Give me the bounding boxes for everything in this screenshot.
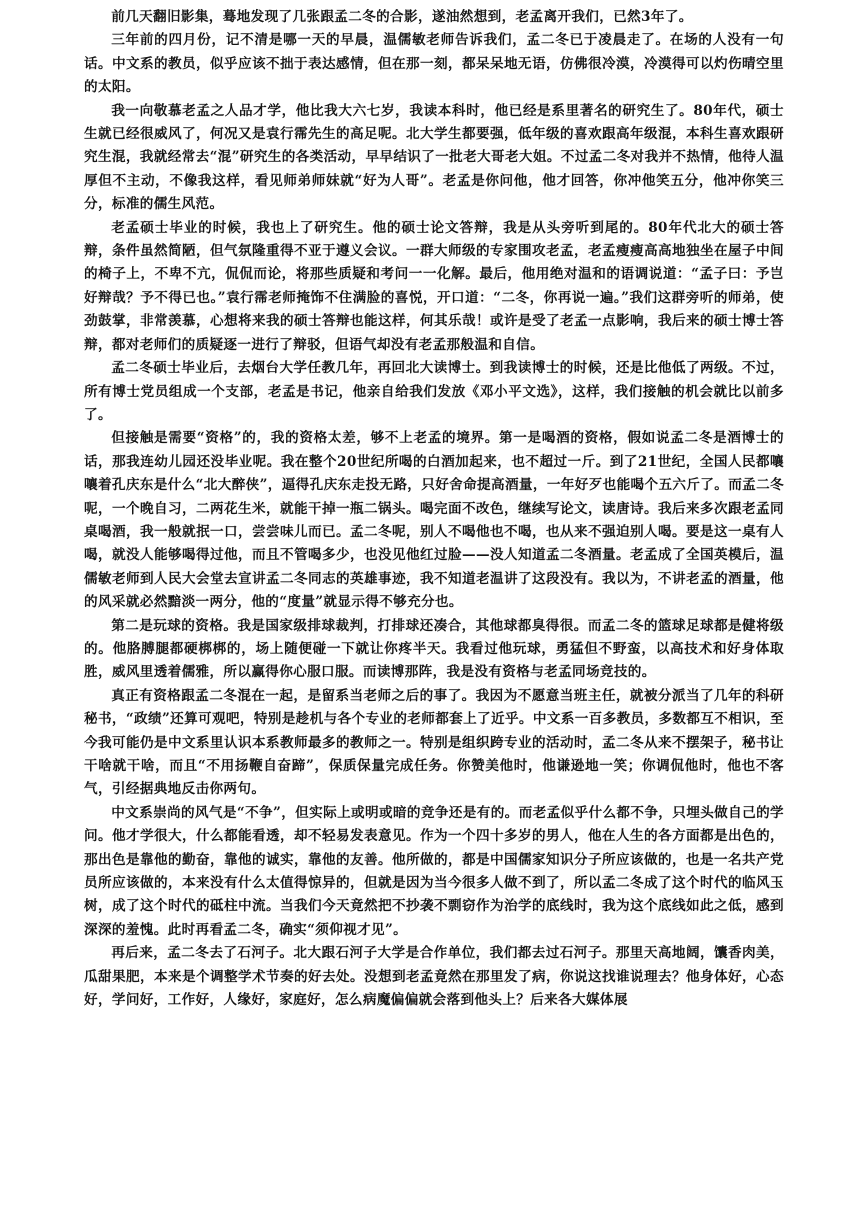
paragraph-3: 我一向敬慕老孟之人品才学，他比我大六七岁，我读本科时，他已经是系里著名的研究生了。80年代，硕士生就已经很威风了，何况又是袁行霈先生的高足呢。北大学生都要强，低年级的喜欢跟高年级混，本科生喜欢跟研究生混，我就经常去“混”研究生的各类活动，早早结识了一批老大哥老大姐。不过孟二冬对我并不热情，他待人温厚但不主动，不像我这样，看见师弟师妹就“好为人哥”。老孟是你问他，他才回答，你冲他笑五分，他冲你笑三分，标准的儒生风范。 bbox=[84, 102, 784, 213]
paragraph-6: 但接触是需要“资格”的，我的资格太差，够不上老孟的境界。第一是喝酒的资格，假如说孟二冬是酒博士的话，那我连幼儿园还没毕业呢。我在整个20世纪所喝的白酒加起来，也不超过一斤。到了21世纪，全国人民都嚷嚷着孔庆东是什么“北大醉侠”，逼得孔庆东走投无路，只好舍命提高酒量，一年好歹也能喝个五六斤了。而孟二冬呢，一个晚自习，二两花生米，就能干掉一瓶二锅头。喝完面不改色，继续写论文，读唐诗。我后来多次跟老孟同桌喝酒，我一般就抿一口，尝尝味儿而已。孟二冬呢，别人不喝他也不喝，也从来不强迫别人喝。要是这一桌有人喝，就没人能够喝得过他，而且不管喝多少，也没见他红过脸——没人知道孟二冬酒量。老孟成了全国英模后，温儒敏老师到人民大会堂去宣讲孟二冬同志的英雄事迹，我不知道老温讲了这段没有。我以为，不讲老孟的酒量，他的风采就必然黯淡一两分，他的“度量”就显示得不够充分也。 bbox=[84, 430, 784, 611]
paragraph-2: 三年前的四月份，记不清是哪一天的早晨，温儒敏老师告诉我们，孟二冬已于凌晨走了。在场的人没有一句话。中文系的教员，似乎应该不拙于表达感情，但在那一刻，都呆呆地无语，仿佛很冷漠，冷漠得可以灼伤晴空里的太阳。 bbox=[84, 32, 784, 96]
paragraph-1: 前几天翻旧影集，蓦地发现了几张跟孟二冬的合影，遂油然想到，老孟离开我们，已然3年了。 bbox=[111, 9, 693, 25]
paragraph-4: 老孟硕士毕业的时候，我也上了研究生。他的硕士论文答辩，我是从头旁听到尾的。80年代北大的硕士答辩，条件虽然简陋，但气氛隆重得不亚于遵义会议。一群大师级的专家围攻老孟，老孟瘦瘦高高地独坐在屋子中间的椅子上，不卑不亢，侃侃而论，将那些质疑和考问一一化解。最后，他用绝对温和的语调说道：“孟子曰：予岂好辩哉？予不得已也。”袁行霈老师掩饰不住满脸的喜悦，开口道：“二冬，你再说一遍。”我们这群旁听的师弟，使劲鼓掌，非常羡慕，心想将来我的硕士答辩也能这样，何其乐哉！或许是受了老孟一点影响，我后来的硕士博士答辩，都对老师们的质疑逐一进行了辩驳，但语气却没有老孟那般温和自信。 bbox=[84, 219, 784, 353]
paragraph-5: 孟二冬硕士毕业后，去烟台大学任教几年，再回北大读博士。到我读博士的时候，还是比他低了两级。不过，所有博士党员组成一个支部，老孟是书记，他亲自给我们发放《邓小平文选》，这样，我们接触的机会就比以前多了。 bbox=[84, 360, 784, 423]
paragraph-9: 中文系崇尚的风气是“不争”，但实际上或明或暗的竞争还是有的。而老孟似乎什么都不争，只埋头做自己的学问。他才学很大，什么都能看透，却不轻易发表意见。作为一个四十多岁的男人，他在人生的各方面都是出色的，那出色是靠他的勤奋，靠他的诚实，靠他的友善。他所做的，都是中国儒家知识分子所应该做的，也是一名共产党员所应该做的，本来没有什么太值得惊异的，但就是因为当今很多人做不到了，所以孟二冬成了这个时代的临风玉树，成了这个时代的砥柱中流。当我们今天竟然把不抄袭不剽窃作为治学的底线时，我为这个底线如此之低，感到深深的羞愧。此时再看孟二冬，确实“须仰视才见”。 bbox=[84, 804, 784, 938]
paragraph-10: 再后来，孟二冬去了石河子。北大跟石河子大学是合作单位，我们都去过石河子。那里天高地阔，馕香肉美，瓜甜果肥，本来是个调整学术节奏的好去处。没想到老孟竟然在那里发了病，你说这找谁说理去？他身体好，心态好，学问好，工作好，人缘好，家庭好，怎么病魔偏偏就会落到他头上？后来各大媒体展 bbox=[84, 945, 784, 1009]
paragraph-8: 真正有资格跟孟二冬混在一起，是留系当老师之后的事了。我因为不愿意当班主任，就被分派当了几年的科研秘书，“政绩”还算可观吧，特别是趁机与各个专业的老师都套上了近乎。中文系一百多教员，多数都互不相识，至今我可能仍是中文系里认识本系教师最多的教师之一。特别是组织跨专业的活动时，孟二冬从来不摆架子，秘书让干啥就干啥，而且“不用扬鞭自奋蹄”，保质保量完成任务。你赞美他时，他谦逊地一笑；你调侃他时，他也不客气，引经据典地反击你两句。 bbox=[84, 687, 784, 798]
paragraph-7: 第二是玩球的资格。我是国家级排球裁判，打排球还凑合，其他球都臭得很。而孟二冬的篮球足球都是健将级的。他胳膊腿都硬梆梆的，场上随便碰一下就让你疼半天。我看过他玩球，勇猛但不野蛮，以高技术和好身体取胜，威风里透着儒雅，所以赢得你心服口服。而读博那阵，我是没有资格与老孟同场竞技的。 bbox=[84, 617, 784, 681]
